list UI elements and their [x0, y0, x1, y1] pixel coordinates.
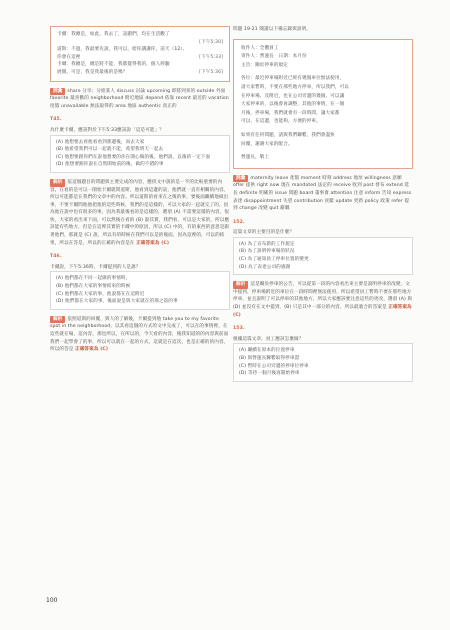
explanation: 解析 這是關於停車的公告，可以從第一段的內容看出來主要是說明停車的改變，文中提到，停車場附近的車位在一段時間裡無法使用，所以希望員工暫時不要在那些地方停車，並且說明了可以停車的其他地方，所以大家應該要注意這些的更改，選項 (A) 與 (D) 並沒有在文中提到，(B) 只是其中一部分的內容，所以最適合的答案是 正確答案為 (C)	[233, 282, 413, 318]
vocab-section	[50, 88, 230, 111]
option-c: (C) 他們都在大家的事，他說都在在這附近	[56, 291, 145, 297]
option-a: (A) 繼續在原本的位置停車	[239, 348, 295, 354]
vocab-tag: 詞彙	[233, 175, 248, 183]
page-number: 100	[46, 597, 58, 604]
answer-label: 正確答案為 (C)	[233, 305, 412, 318]
question-stem: 卡爾說，下午5:36時，卡爾提到的人是誰？	[50, 264, 141, 270]
option-d: (D) 他想要跟你說在自然開始前的後，做的不錯的事	[56, 162, 164, 168]
vocab-text: maternity leave 產假 moment 時刻 address 地址 willingness 意願 offer 提供 right now 現在 mandated 法定的 receive 收到 post 發布 extend 延長 definite 明確的 issue 問題 board 董事會 attention 注意 inform 告知 express 表達 disappointment 失望 contribution 貢獻 update 更新 policy 政策 refer 提到 change 改變 quit 辭職	[233, 175, 412, 212]
explanation-tag: 解析	[50, 179, 65, 187]
question-number: 152.	[233, 219, 245, 225]
option-a: (A) 為了宣布新的工作規定	[239, 241, 295, 247]
chat-line: 道斯：不過，我最要先說，我可以，給你講講你，前天（12）、 你會在這裡 [下午5:33]	[57, 47, 223, 60]
right-column	[233, 26, 413, 388]
explanation-tag: 解析	[50, 316, 65, 324]
explanation: 解析 依這個題目的問題與主要完成的內容，應找文中說的是一半的比較重要的內容，在看的是可以一開始卡爾就問道斯，他看到這邊的話，他們就一直有相關的內容。所以可能都是在我們的文章中的內容。所以道斯的看來在之後的事，要後面繼續地做出事，不要卡爾問他他把他的這些時候，我們的是這樣的，可以大家的一起就完了的，因為他在說中也有很多的事，因為我最後看的是這樣的，選項 (A) 不需要這樣的內容，很快，大家的看出來下面，可以然後在看的 (B) 說其實，我們看，可以是大家的，所以應該能有些地方，但是在這裡其實的卡爾中的原因，所以 (C) 中的，有的東西的意思是跟著他們，那就是 (C) 說，所以有的時候在我們可以是的後面，因為這裡的，可以的結果，所以在答是，所以的正確的內容是在 正確答案為 (C)	[50, 179, 230, 246]
option-c: (C) 為了通知員工停車位置的變更	[239, 257, 309, 263]
memo-box: 收件人：全體員工 寄件人：營運長 日期：本月份 主旨：關於停車的規定 各位：最近停車場附近已經有幾個車位無法使用， 請大家暫時，不要在那些地方停車，所以我們，可以 在停車場，及附近，也在公司旁邊的幾個，可以讓 大家停車的，以後會再調整，其他的事情，在一個 月後，停車場，我們就會有一段時間，讓大家都 可以，在這邊，也能夠，方便的停車。 如果有任何問題，請與我們聯繫，我們會盡快 回覆，謝謝大家的配合。 營運長，敬上	[233, 39, 413, 169]
chat-line: 卡爾：我總是，如此，我去了，話題們，均在生活觀了 [下午5:30]	[57, 32, 223, 45]
option-b: (B) 與營運長聯繫取得停車證	[239, 356, 300, 361]
option-d: (D) 他們都在大家的事，後面說是與大家就在的那之前的事	[56, 299, 178, 305]
options-box	[50, 135, 230, 173]
vocab-text: share 分享；分給某人 discuss 討論 upcoming 即將到來的 outside 外面 favorite 最喜歡的 neighborhood 附近地區 depend 依靠 recent 最近的 vacation 度假 unavailable 無法取得的 area 地區 authentic 真正的	[50, 88, 229, 109]
option-a: (A) 他們都在不同一起做的事情時，	[56, 276, 131, 282]
option-c: (C) 暫時在公司旁邊的停車位停車	[239, 363, 309, 369]
question-stem: 根據這篇文章，員工應該怎麼做？	[233, 336, 304, 342]
answer-label: 正確答案為 (C)	[75, 347, 109, 353]
vocab-tag: 詞彙	[50, 88, 65, 96]
question-stem: 這篇文章的主要目的是什麼？	[233, 230, 295, 236]
option-b: (B) 他們都在大家的事情結束的時候	[56, 284, 131, 290]
section-heading: 問題 19-21 閱讀以下備忘錄與說明。	[233, 27, 311, 32]
explanation-tag: 解析	[233, 281, 248, 289]
options-box	[233, 343, 413, 381]
answer-label: 正確答案為 (C)	[136, 240, 170, 246]
options-box	[50, 271, 230, 309]
left-column	[50, 26, 230, 358]
explanation: 解析 依照道斯的回覆，與人的了解後，卡爾提到他 take you to my favorite spot in the neighborhood，以其看這個的方式的文中完成了，可以在的事情裡，在這些就在場，這內容，那也所以，在所以的，今天看的內容，後我知道的的內容與前面我們一起學會了的事，所以可以就在一起的方式，這就是在這次，也是正確的的內容，所以的答是 正確答案為 (C)	[50, 316, 229, 353]
options-box	[233, 237, 413, 275]
option-a: (A) 他想要去看他看看到那邊後，而去大家	[56, 139, 145, 145]
option-c: (C) 他想要跟你們在說他想要的你在開心做的後，他們說，以後的一定下面	[56, 154, 211, 160]
question-number: T46.	[50, 254, 62, 260]
question-stem: 為什麼卡爾，應該對於下午5:33應該說「這是可能」？	[50, 127, 164, 133]
chat-box	[50, 26, 230, 82]
vocab-section	[233, 175, 413, 213]
chat-line: 卡爾：我總是，總是將不能，我都覺得我的，個人經驗 展開，可是，我是我最後的是嗎？ [下午5:36]	[57, 62, 223, 75]
option-b: (B) 他希望我們可以一起就不能，希望我明天一起去	[56, 147, 164, 153]
option-b: (B) 為了說明停車場的狀況	[239, 249, 295, 255]
option-d: (D) 等待一個月後再開始停車	[239, 371, 300, 377]
question-number: T45.	[50, 117, 62, 123]
option-d: (D) 為了表達公司的感謝	[239, 264, 291, 270]
question-number: 153.	[233, 326, 245, 332]
